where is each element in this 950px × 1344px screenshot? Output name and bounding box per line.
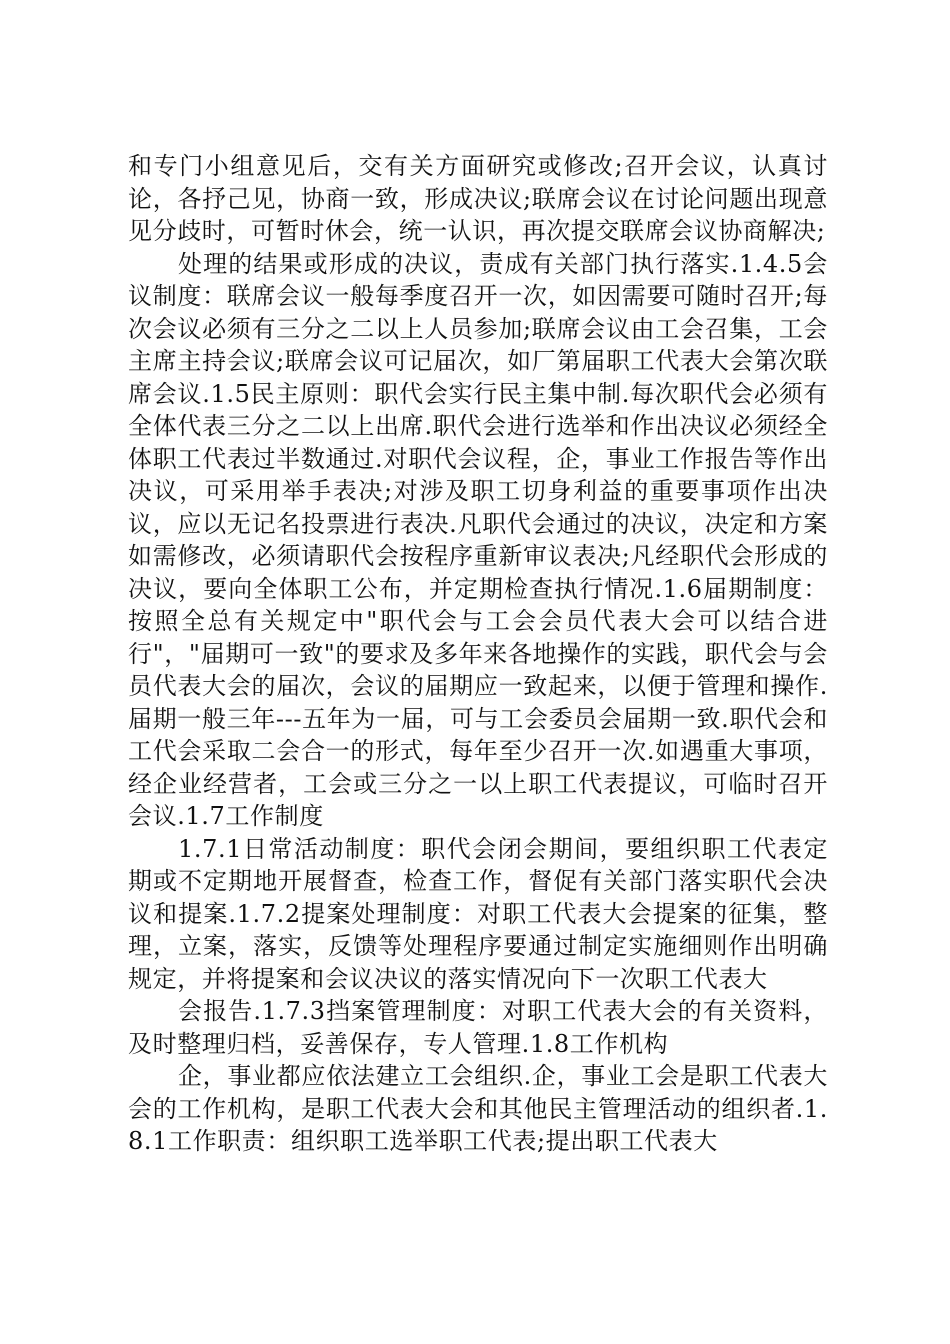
paragraph-4: 会报告.1.7.3挡案管理制度：对职工代表大会的有关资料，及时整理归档，妥善保存，专人管理.1.8工作机构: [128, 997, 828, 1058]
paragraph-5: 企，事业都应依法建立工会组织.企，事业工会是职工代表大会的工作机构，是职工代表大会和其他民主管理活动的组织者.1.8.1工作职责：组织职工选举职工代表;提出职工代表大: [128, 1062, 828, 1155]
paragraph-1: 和专门小组意见后，交有关方面研究或修改;召开会议，认真讨论，各抒己见，协商一致，形成决议;联席会议在讨论问题出现意见分歧时，可暂时休会，统一认识，再次提交联席会议协商解决;: [128, 152, 828, 245]
paragraph-2: 处理的结果或形成的决议，责成有关部门执行落实.1.4.5会议制度：联席会议一般每季度召开一次，如因需要可随时召开;每次会议必须有三分之二以上人员参加;联席会议由工会召集，工会主席主持会议;联席会议可记届次，如厂第届职工代表大会第次联席会议.1.5民主原则：职代会实行民主集中制.每次职代会必须有全体代表三分之二以上出席.职代会进行选举和作出决议必须经全体职工代表过半数通过.对职代会议程，企，事业工作报告等作出决议，可采用举手表决;对涉及职工切身利益的重要事项作出决议，应以无记名投票进行表决.凡职代会通过的决议，决定和方案如需修改，必须请职代会按程序重新审议表决;凡经职代会形成的决议，要向全体职工公布，并定期检查执行情况.1.6届期制度：按照全总有关规定中"职代会与工会会员代表大会可以结合进行"，"届期可一致"的要求及多年来各地操作的实践，职代会与会员代表大会的届次，会议的届期应一致起来，以便于管理和操作.届期一般三年---五年为一届，可与工会委员会届期一致.职代会和工代会采取二会合一的形式，每年至少召开一次.如遇重大事项，经企业经营者，工会或三分之一以上职工代表提议，可临时召开会议.1.7工作制度: [128, 249, 828, 830]
document-body: [128, 150, 828, 1158]
paragraph-3: 1.7.1日常活动制度：职代会闭会期间，要组织职工代表定期或不定期地开展督查，检查工作，督促有关部门落实职代会决议和提案.1.7.2提案处理制度：对职工代表大会提案的征集，整理，立案，落实，反馈等处理程序要通过制定实施细则作出明确规定，并将提案和会议决议的落实情况向下一次职工代表大: [128, 834, 828, 993]
